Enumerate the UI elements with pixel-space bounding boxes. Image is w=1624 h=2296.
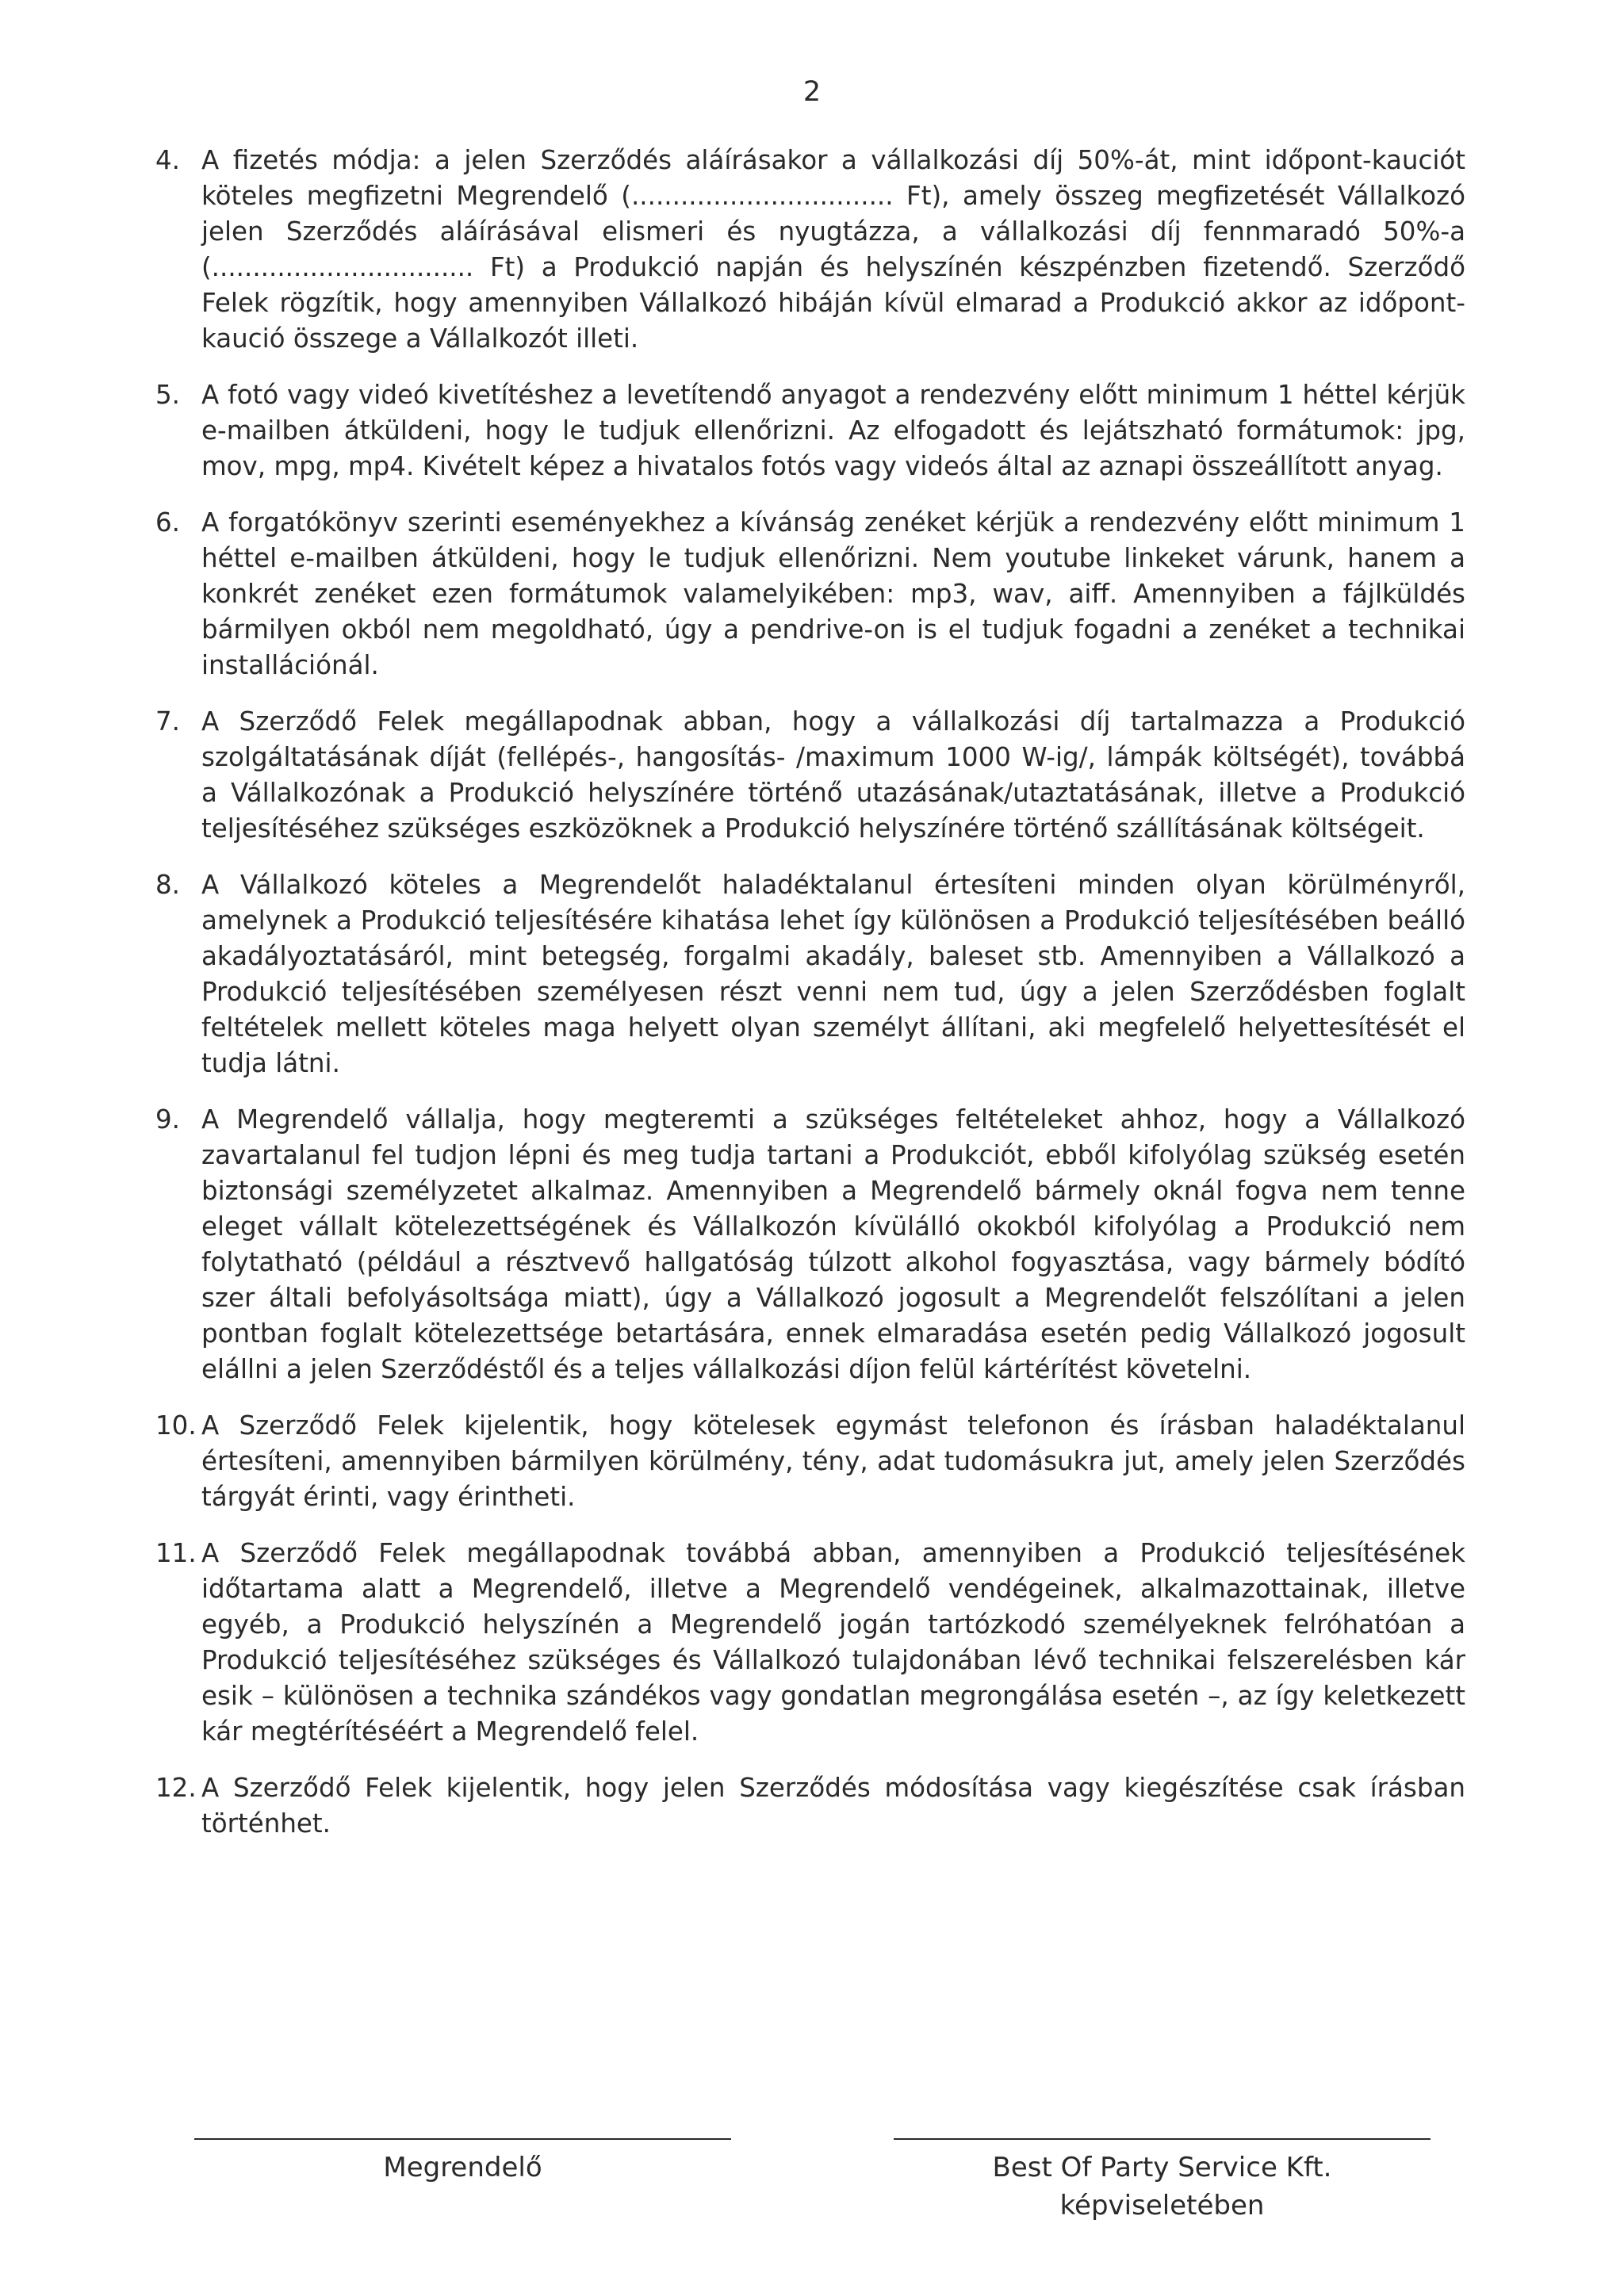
contractor-role: képviseletében — [1059, 2190, 1265, 2221]
clause-text: A forgatókönyv szerinti eseményekhez a kívánság zenéket kérjük a rendezvény előtt minimum 1 héttel e-mailben átküldeni, hogy le tudjuk ellenőrizni. Nem youtube linkeket várunk, hanem a konkrét zenéket ezen formátumok valamelyikében: mp3, wav, aiff. Amennyiben a fájlküldés bármilyen okból nem megoldható, úgy a pendrive-on is el tudjuk fogadni a zenéket a technikai installációnál. — [201, 507, 1465, 680]
clause-item — [155, 704, 1465, 847]
clause-item — [155, 1770, 1465, 1842]
clause-item — [155, 143, 1465, 357]
clause-number: 5. — [155, 380, 181, 410]
clause-number: 6. — [155, 507, 181, 538]
signature-line-contractor — [894, 2138, 1431, 2140]
clause-number: 9. — [155, 1104, 181, 1135]
clause-number: 7. — [155, 706, 181, 737]
clause-text: A Vállalkozó köteles a Megrendelőt haladéktalanul értesíteni minden olyan körülményről, amelynek a Produkció teljesítésére kihatása lehet így különösen a Produkció teljesítésében beálló akadályoztatásáról, mint betegség, forgalmi akadály, baleset stb. Amennyiben a Vállalkozó a Produkció teljesítésében személyesen részt venni nem tud, úgy a jelen Szerződésben foglalt feltételek mellett köteles maga helyett olyan személyt állítani, aki megfelelő helyettesítését el tudja látni. — [201, 870, 1465, 1078]
clause-text: A Szerződő Felek megállapodnak abban, hogy a vállalkozási díj tartalmazza a Produkció szolgáltatásának díját (fellépés-, hangosítás- /maximum 1000 W-ig/, lámpák költségét), továbbá a Vállalkozónak a Produkció helyszínére történő utazásának/utaztatásának, illetve a Produkció teljesítéséhez szükséges eszközöknek a Produkció helyszínére történő szállításának költségeit. — [201, 706, 1465, 844]
clause-text: A fotó vagy videó kivetítéshez a levetítendő anyagot a rendezvény előtt minimum 1 héttel kérjük e-mailben átküldeni, hogy le tudjuk ellenőrizni. Az elfogadott és lejátszható formátumok: jpg, mov, mpg, mp4. Kivételt képez a hivatalos fotós vagy videós által az aznapi összeállított anyag. — [201, 380, 1465, 481]
signature-line-client — [194, 2138, 731, 2140]
signature-label-client — [194, 2149, 731, 2187]
clause-item — [155, 1536, 1465, 1750]
clause-number: 11. — [155, 1538, 197, 1568]
clause-item — [155, 505, 1465, 683]
clause-text: A Megrendelő vállalja, hogy megteremti a szükséges feltételeket ahhoz, hogy a Vállalkozó zavartalanul fel tudjon lépni és meg tudja tartani a Produkciót, ebből kifolyólag szükség esetén biztonsági személyzetet alkalmaz. Amennyiben a Megrendelő bármely oknál fogva nem tenne eleget vállalt kötelezettségének és Vállalkozón kívülálló okokból kifolyólag a Produkció nem folytatható (például a résztvevő hallgatóság túlzott alkohol fogyasztása, vagy bármely bódító szer általi befolyásoltsága miatt), úgy a Vállalkozó jogosult a Megrendelőt felszólítani a jelen pontban foglalt kötelezettsége betartására, ennek elmaradása esetén pedig Vállalkozó jogosult elállni a jelen Szerződéstől és a teljes vállalkozási díjon felül kártérítést követelni. — [201, 1104, 1465, 1384]
clause-item — [155, 867, 1465, 1081]
contractor-name: Best Of Party Service Kft. — [992, 2152, 1332, 2183]
clause-item — [155, 1102, 1465, 1387]
clause-text: A fizetés módja: a jelen Szerződés aláírásakor a vállalkozási díj 50%-át, mint időpont-kauciót köteles megfizetni Megrendelő (................................ Ft), amely összeg megfizetését Vállalkozó jelen Szerződés aláírásával elismeri és nyugtázza, a vállalkozási díj fennmaradó 50%-a (................................ Ft) a Produkció napján és helyszínén készpénzben fizetendő. Szerződő Felek rögzítik, hogy amennyiben Vállalkozó hibáján kívül elmarad a Produkció akkor az időpont-kaució összege a Vállalkozót illeti. — [201, 145, 1465, 354]
clause-text: A Szerződő Felek megállapodnak továbbá abban, amennyiben a Produkció teljesítésének időtartama alatt a Megrendelő, illetve a Megrendelő vendégeinek, alkalmazottainak, illetve egyéb, a Produkció helyszínén a Megrendelő jogán tartózkodó személyeknek felróhatóan a Produkció teljesítéséhez szükséges és Vállalkozó tulajdonában lévő technikai felszerelésben kár esik – különösen a technika szándékos vagy gondatlan megrongálása esetén –, az így keletkezett kár megtérítéséért a Megrendelő felel. — [201, 1538, 1465, 1747]
page-number: 2 — [802, 76, 822, 108]
clause-text: A Szerződő Felek kijelentik, hogy kötelesek egymást telefonon és írásban haladéktalanul értesíteni, amennyiben bármilyen körülmény, tény, adat tudomásukra jut, amely jelen Szerződés tárgyát érinti, vagy érintheti. — [201, 1410, 1465, 1512]
clause-number: 8. — [155, 870, 181, 900]
clause-number: 12. — [155, 1773, 197, 1803]
clause-text: A Szerződő Felek kijelentik, hogy jelen Szerződés módosítása vagy kiegészítése csak írásban történhet. — [201, 1773, 1465, 1839]
clause-item — [155, 377, 1465, 484]
contract-clauses — [155, 143, 1465, 1862]
signature-label-contractor — [894, 2149, 1431, 2225]
clause-item — [155, 1408, 1465, 1515]
clause-number: 10. — [155, 1410, 197, 1441]
client-label: Megrendelő — [383, 2152, 542, 2183]
clause-number: 4. — [155, 145, 181, 175]
